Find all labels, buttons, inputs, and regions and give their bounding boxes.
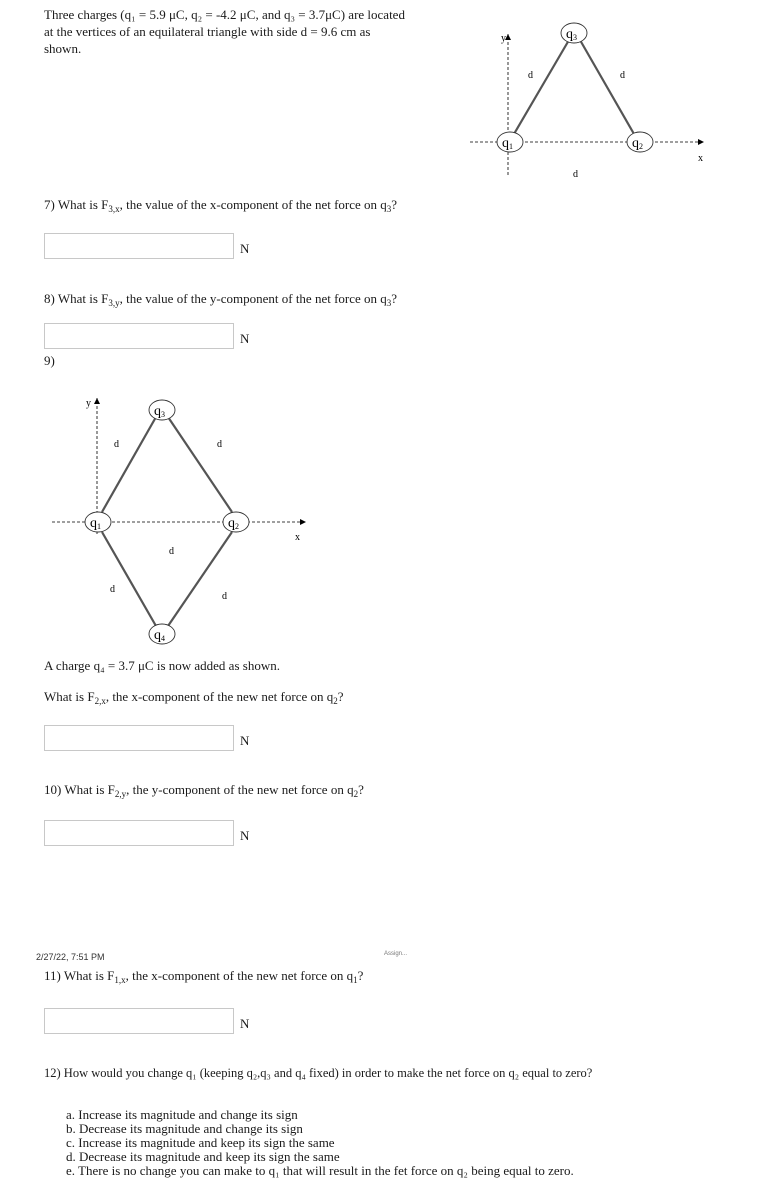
- intro-line-2: at the vertices of an equilateral triangle with side d = 9.6 cm as: [44, 24, 371, 39]
- choice-d[interactable]: d. Decrease its magnitude and keep its sign the same: [66, 1149, 340, 1164]
- svg-text:d: d: [217, 439, 222, 450]
- q8-unit: N: [240, 331, 250, 346]
- x-axis-label: x: [295, 532, 300, 543]
- q10-answer-input[interactable]: [44, 820, 234, 846]
- choice-b[interactable]: b. Decrease its magnitude and change its sign: [66, 1121, 303, 1136]
- q9-unit: N: [240, 733, 250, 748]
- x-axis-label: x: [698, 153, 703, 164]
- question-10: 10) What is $F_{2,y}$, the y-component of the new net force on $q_2$?: [44, 782, 364, 799]
- svg-text:d: d: [573, 169, 578, 180]
- q11-answer-input[interactable]: [44, 1008, 234, 1034]
- svg-text:q1: q1: [90, 516, 101, 531]
- question-9: What is $F_{2,x}$, the x-component of the new net force on $q_2$?: [44, 689, 344, 706]
- svg-text:q4: q4: [154, 628, 165, 643]
- q9-answer-input[interactable]: [44, 725, 234, 751]
- intro-line-1: Three charges (q₁ = 5.9 μC, q₂ = -4.2 μC, and q₃ = 3.7μC) are located: [44, 7, 405, 22]
- svg-text:q3: q3: [154, 404, 165, 419]
- q3-sub: 3: [573, 33, 577, 42]
- svg-text:d: d: [169, 546, 174, 557]
- q7-unit: N: [240, 241, 250, 256]
- choice-c[interactable]: c. Increase its magnitude and keep its sign the same: [66, 1135, 335, 1150]
- choice-e[interactable]: e. There is no change you can make to q₁ that will result in the fet force on q₂ being equal to zero.: [66, 1163, 574, 1178]
- svg-text:d: d: [110, 584, 115, 595]
- svg-text:q2: q2: [228, 516, 239, 531]
- q8-answer-input[interactable]: [44, 323, 234, 349]
- y-axis-label: y: [86, 398, 91, 409]
- question-7: 7) What is $F_{3,x}$, the value of the x-component of the net force on $q_3$?: [44, 197, 398, 214]
- svg-text:q2: q2: [632, 136, 643, 151]
- intro-line-3: shown.: [44, 41, 82, 56]
- svg-text:d: d: [114, 439, 119, 450]
- choice-a[interactable]: a. Increase its magnitude and change its sign: [66, 1107, 298, 1122]
- question-11: 11) What is $F_{1,x}$, the x-component of the new net force on $q_1$?: [44, 968, 364, 985]
- question-8: 8) What is $F_{3,y}$, the value of the y-component of the net force on $q_3$?: [44, 291, 398, 308]
- print-timestamp: 2/27/22, 7:51 PM: [36, 952, 105, 962]
- svg-text:q3: q3: [566, 27, 577, 42]
- rhombus-diagram: [52, 384, 322, 654]
- svg-text:q1: q1: [502, 136, 513, 151]
- question-9-number: 9): [44, 353, 55, 368]
- print-page-title: Assign...: [384, 951, 408, 957]
- svg-text:d: d: [528, 70, 533, 81]
- q11-unit: N: [240, 1016, 250, 1031]
- q7-answer-input[interactable]: [44, 233, 234, 259]
- svg-text:d: d: [222, 591, 227, 602]
- q9-statement: A charge q₄ = 3.7 μC is now added as shown.: [44, 658, 280, 673]
- y-axis-label: y: [501, 33, 506, 44]
- q10-unit: N: [240, 828, 250, 843]
- triangle-diagram-top: [470, 12, 720, 192]
- question-12: 12) How would you change q₁ (keeping q₂,q₃ and q₄ fixed) in order to make the net force on q₂ equal to zero?: [44, 1066, 593, 1080]
- svg-text:d: d: [620, 70, 625, 81]
